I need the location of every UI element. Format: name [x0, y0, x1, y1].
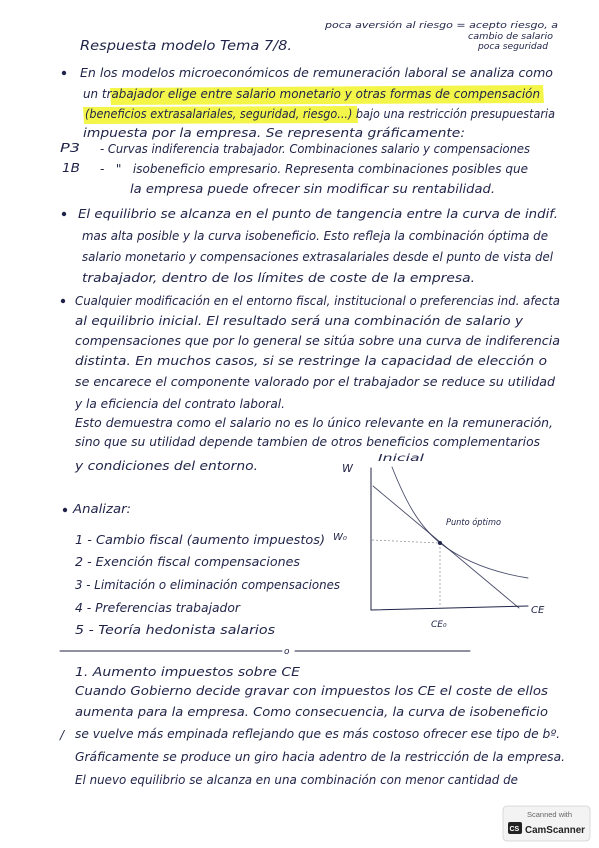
- changes-line: Esto demuestra como el salario no es lo único relevante en la remuneración,: [75, 416, 553, 430]
- intro-line: (beneficios extrasalariales, seguridad, riesgo...) bajo una restricción presupuestaria: [85, 107, 555, 121]
- changes-line: al equilibrio inicial. El resultado será una combinación de salario y: [75, 314, 524, 328]
- changes-paragraph: [61, 294, 560, 473]
- sketch-y-axis-label: W: [342, 462, 353, 475]
- section-line: Cuando Gobierno decide gravar con impuestos los CE el coste de ellos: [75, 684, 548, 698]
- changes-line: y condiciones del entorno.: [73, 459, 258, 473]
- changes-line: distinta. En muchos casos, si se restringe la capacidad de elección o: [75, 354, 547, 368]
- bullet: [61, 299, 65, 303]
- camscanner-logo-text: CS: [509, 826, 520, 833]
- section-line: Gráficamente se produce un giro hacia adentro de la restricción de la empresa.: [75, 750, 565, 764]
- equilibrium-line: mas alta posible y la curva isobeneficio. Esto refleja la combinación óptima de: [82, 229, 548, 243]
- equilibrium-line: trabajador, dentro de los límites de coste de la empresa.: [82, 271, 475, 285]
- intro-line: En los modelos microeconómicos de remuneración laboral se analiza como: [80, 66, 553, 80]
- section-heading: 1. Aumento impuestos sobre CE: [75, 665, 301, 679]
- equilibrium-line: El equilibrio se alcanza en el punto de tangencia entre la curva de indif.: [78, 207, 558, 221]
- analyze-item: 4 - Preferencias trabajador: [75, 601, 242, 615]
- changes-line: compensaciones que por lo general se sitúa sobre una curva de indiferencia: [75, 334, 560, 348]
- intro-line: un trabajador elige entre salario monetario y otras formas de compensación: [83, 87, 540, 101]
- analyze-item: 5 - Teoría hedonista salarios: [75, 623, 275, 637]
- margin-note-line: cambio de salario: [468, 32, 553, 42]
- section-line: aumenta para la empresa. Como consecuencia, la curva de isobeneficio: [75, 705, 548, 719]
- changes-line: sino que su utilidad depende tambien de otros beneficios complementarios: [75, 435, 540, 449]
- section-line: se vuelve más empinada reflejando que es más costoso ofrecer ese tipo de bº.: [75, 727, 560, 741]
- margin-note-line: poca seguridad: [476, 42, 549, 52]
- sketch-x-axis-label: CE: [531, 605, 545, 616]
- optimum-point: [438, 541, 442, 545]
- margin-label: P3: [60, 141, 80, 155]
- scanner-badge: [503, 806, 590, 841]
- separator-mark: o: [284, 647, 290, 657]
- margin-note-line: poca aversión al riesgo = acepto riesgo, a: [325, 21, 505, 31]
- graph-item-line: - Curvas indiferencia trabajador. Combinaciones salario y compensaciones: [100, 142, 530, 156]
- scanner-badge-caption: Scanned with: [527, 810, 573, 819]
- analyze-heading: Analizar:: [71, 502, 131, 516]
- analyze-item: 2 - Exención fiscal compensaciones: [75, 555, 300, 569]
- intro-line: impuesta por la empresa. Se representa gráficamente:: [83, 126, 465, 140]
- margin-slash-mark: /: [60, 728, 65, 742]
- bullet: [62, 71, 66, 75]
- analyze-item: 3 - Limitación o eliminación compensaciones: [75, 578, 340, 592]
- sketch-y-value: W₀: [333, 532, 347, 543]
- equilibrium-line: salario monetario y compensaciones extrasalariales desde el punto de vista del: [82, 250, 554, 264]
- section-line: El nuevo equilibrio se alcanza en una combinación con menor cantidad de: [75, 773, 518, 787]
- margin-label: 1B: [62, 161, 80, 175]
- changes-line: Cualquier modificación en el entorno fiscal, institucional o preferencias ind. afecta: [75, 294, 560, 308]
- graph-item-continuation: la empresa puede ofrecer sin modificar su rentabilidad.: [130, 182, 496, 196]
- changes-line: se encarece el componente valorado por el trabajador se reduce su utilidad: [75, 375, 556, 389]
- scanner-badge-brand: CamScanner: [525, 825, 586, 836]
- sketch-x-value: CE₀: [431, 620, 447, 630]
- bullet: [62, 212, 66, 216]
- changes-line: y la eficiencia del contrato laboral.: [73, 397, 286, 411]
- sketch-title: Inicial: [378, 453, 425, 464]
- page-title: Respuesta modelo Tema 7/8.: [80, 39, 292, 54]
- analyze-item: 1 - Cambio fiscal (aumento impuestos): [75, 533, 325, 547]
- graph-item-line: - " isobeneficio empresario. Representa combinaciones posibles que: [100, 162, 528, 176]
- sketch-optimum-label: Punto óptimo: [446, 518, 507, 528]
- bullet: [63, 508, 67, 512]
